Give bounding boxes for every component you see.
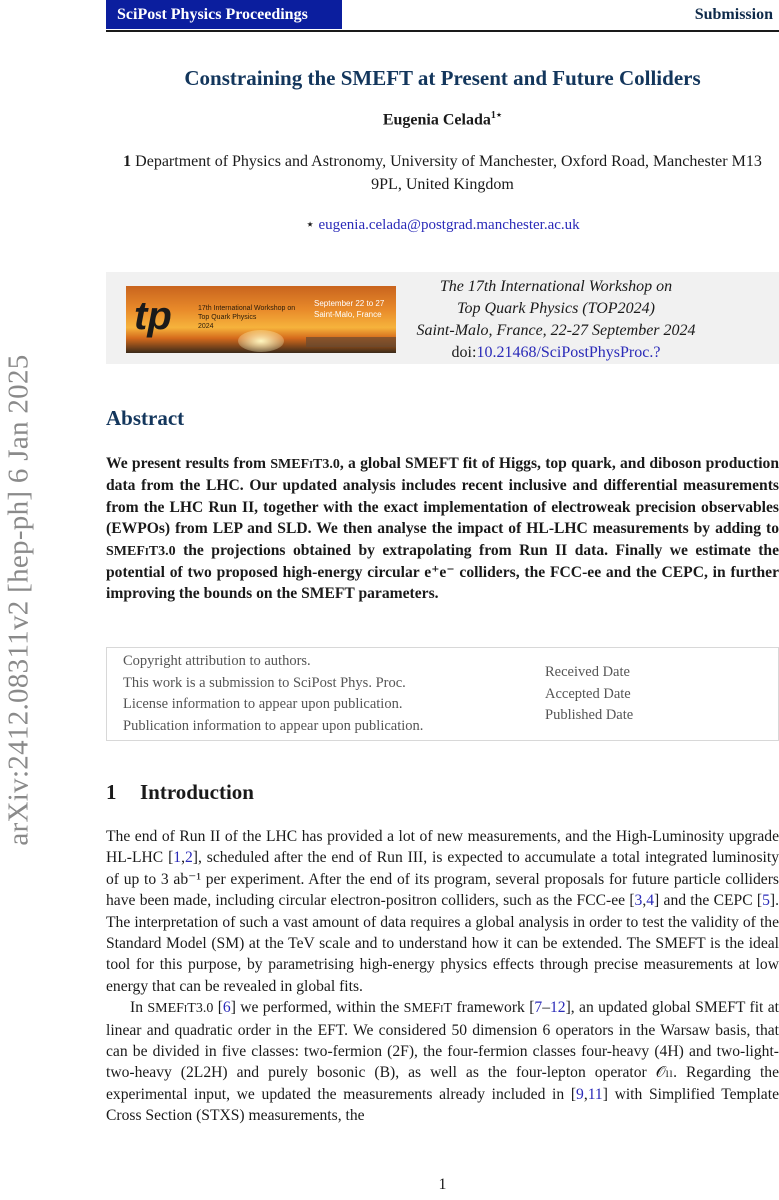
top-logo: tp [134,294,172,338]
submission-status: Submission [694,6,773,23]
publication-dates [545,662,633,727]
author-name: Eugenia Celada [382,111,491,129]
author-line [106,110,779,129]
author-marks: 1⋆ [490,110,503,121]
conference-banner-image [126,286,396,353]
paragraph [106,997,779,1126]
conference-line-3: Saint-Malo, France, 22-27 September 2024 [416,322,696,339]
abstract-text [106,453,779,605]
license-box [106,647,779,741]
affiliation-number: 1 [123,153,132,170]
conference-info [406,276,706,364]
doi-link[interactable]: 10.21468/SciPostPhysProc.? [476,344,661,361]
affiliation-text: Department of Physics and Astronomy, University of Manchester, Oxford Road, Manchester M13 9PL, United Kingdom [135,153,762,193]
doi-prefix: doi: [451,344,477,361]
citation-link[interactable]: 4 [646,892,655,910]
text: ] with Simplified Template Cross Section (STXS) measurements, the [106,1085,779,1125]
banner-date-text [314,298,384,320]
contact-email [106,215,779,234]
license-line: License information to appear upon publication. [123,696,403,712]
text: ]. The interpretation of such a vast amount of data requires a global analysis in order to test the validity of the Standard Model (SM) at the TeV scale and to understand how it can be extended. The SMEFT is the ideal tool for this purpose, by parametrising high-energy physics effects through precise measurements at low energy that can be revealed in global fits. [106,892,779,995]
smefit-name: SMEFiT3.0 [270,457,340,472]
text: The end of Run II of the LHC has provided a lot of new measurements, and the High-Luminosity upgrade HL-LHC [ [106,828,779,867]
citation-link[interactable]: 2 [184,849,193,867]
section-heading-introduction [106,780,254,805]
citation-link[interactable]: 1 [173,849,182,867]
arxiv-identifier-stamp [2,340,36,860]
license-info [123,651,423,737]
text: ], an updated global SMEFT fit at linear and quadratic order in the EFT. We considered 50 dimension 6 operators in the Warsaw basis, that can be divided in five classes: two-fermion (2F), the four-fermion classes four-heavy (4H) and two-light-two-heavy (2L2H) and purely bosonic (B), as well as the four-lepton operator 𝒪ₗₗ. Regarding the experimental input, we updated the measurements already included in [ [106,999,779,1103]
smefit-name: SMEFiT3.0 [147,1001,214,1017]
skyline-graphic [306,337,396,347]
section-number: 1 [106,780,117,804]
email-link[interactable]: eugenia.celada@postgrad.manchester.ac.uk [318,217,580,233]
text: , [642,892,647,910]
text: , [583,1085,588,1103]
affiliation [106,150,779,196]
banner-workshop-text [198,304,295,331]
text: framework [ [452,999,535,1017]
banner-date-line1: September 22 to 27 [314,299,385,308]
text: ] and the CEPC [ [654,892,763,910]
text: ], scheduled after the end of Run III, is expected to accumulate a total integrated luminosity of up to 3 ab⁻¹ per experiment. After the end of its program, several proposals for future particle colliders have been made, including circular electron-positron colliders, such as the FCC-ee [ [106,849,779,910]
accepted-date: Accepted Date [545,685,631,702]
received-date: Received Date [545,664,630,680]
citation-link[interactable]: 9 [576,1085,584,1103]
section-title: Introduction [140,780,254,804]
smefit-name: SMEFiT3.0 [106,543,176,559]
smefit-name: SMEFiT [403,1001,453,1017]
abstract-part-3: the projections obtained by extrapolating from Run II data. Finally we estimate the potential of two proposed high-energy circular e⁺e⁻ colliders, the FCC-ee and the CEPC, in further improving the bounds on the SMEFT parameters. [106,541,779,603]
banner-date-line2: Saint-Malo, France [314,310,382,319]
page-number: 1 [438,1176,447,1193]
license-line: This work is a submission to SciPost Phys. Proc. [123,674,406,691]
journal-header [106,0,779,32]
paper-title: Constraining the SMEFT at Present and Future Colliders [184,66,701,90]
citation-link[interactable]: 11 [587,1085,603,1103]
text: – [542,999,550,1017]
license-line: Publication information to appear upon publication. [123,717,424,734]
citation-link[interactable]: 7 [534,999,543,1017]
citation-link[interactable]: 12 [550,999,566,1017]
journal-name-badge: SciPost Physics Proceedings [106,0,342,29]
text: ] we performed, within the [230,999,404,1017]
license-line: Copyright attribution to authors. [123,653,311,669]
text: , [181,849,185,867]
published-date: Published Date [545,707,634,723]
banner-logo-year: 2024 [198,323,214,330]
paragraph [106,826,779,997]
conference-line-2: Top Quark Physics (TOP2024) [457,300,655,317]
introduction-body [106,826,779,1127]
arxiv-stamp-text: arXiv:2412.08311v2 [hep-ph] 6 Jan 2025 [2,354,35,846]
banner-workshop-line1: 17th International Workshop on [198,305,296,312]
abstract-heading: Abstract [106,406,185,430]
sunset-sun-graphic [238,330,284,352]
citation-link[interactable]: 6 [222,999,231,1017]
text: [ [213,999,223,1017]
conference-box [106,272,779,364]
conference-line-1: The 17th International Workshop on [439,278,673,295]
doi-line [406,342,706,364]
abstract-part-2: , a global SMEFT fit of Higgs, top quark, and diboson production data from the LHC. Our updated analysis includes recent inclusive and differential measurements from the LHC Run II, together with the exact implementation of electroweak precision observables (EWPOs) from LEP and SLD. We then analyse the impact of HL-LHC measurements by adding to [106,455,779,538]
star-marker-icon: ⋆ [305,217,315,233]
citation-link[interactable]: 3 [634,892,643,910]
abstract-part-1: We present results from [106,455,271,472]
citation-link[interactable]: 5 [762,892,770,910]
text: In [130,999,148,1017]
banner-workshop-line2: Top Quark Physics [198,314,257,321]
